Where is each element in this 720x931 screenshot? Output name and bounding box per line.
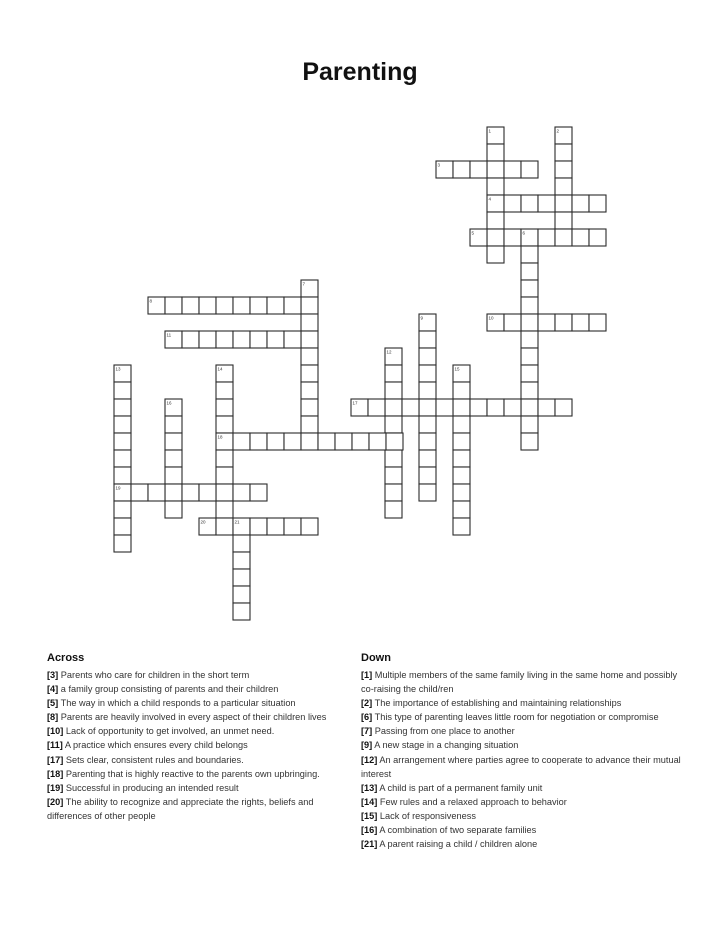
grid-cell[interactable] (453, 399, 470, 416)
grid-cell[interactable] (267, 297, 284, 314)
grid-cell[interactable] (233, 433, 250, 450)
grid-cell[interactable] (555, 144, 572, 161)
grid-cell[interactable] (521, 433, 538, 450)
grid-cell[interactable] (521, 195, 538, 212)
grid-cell[interactable] (555, 314, 572, 331)
grid-cell[interactable] (216, 416, 233, 433)
clue-number: [20] (47, 796, 64, 807)
down-clue (361, 795, 681, 809)
cell-number: 18 (217, 434, 223, 440)
grid-cell[interactable] (487, 246, 504, 263)
grid-cell[interactable] (419, 484, 436, 501)
grid-cell[interactable] (250, 433, 267, 450)
grid-cell[interactable] (250, 297, 267, 314)
grid-cell[interactable] (521, 365, 538, 382)
grid-cell[interactable] (335, 433, 352, 450)
grid-cell[interactable] (114, 501, 131, 518)
clue-text: An arrangement where parties agree to cooperate to advance their mutual interest (361, 754, 681, 779)
across-clue (47, 696, 357, 710)
grid-cell[interactable] (182, 484, 199, 501)
down-clue (361, 696, 681, 710)
grid-cell[interactable] (521, 297, 538, 314)
grid-cell[interactable] (131, 484, 148, 501)
clue-text: Multiple members of the same family living in the same home and possibly co-raising the child/ren (361, 670, 678, 695)
grid-cell[interactable] (114, 450, 131, 467)
across-clue (47, 767, 357, 781)
grid-cell[interactable] (453, 433, 470, 450)
cell-number: 3 (437, 162, 441, 168)
clue-text: Sets clear, consistent rules and boundaries. (63, 754, 244, 765)
across-clue (47, 668, 357, 682)
grid-cell[interactable] (301, 416, 318, 433)
grid-cell[interactable] (301, 297, 318, 314)
grid-cell[interactable] (572, 195, 589, 212)
down-clue (361, 738, 681, 752)
grid-cell[interactable] (487, 229, 504, 246)
grid-cell[interactable] (352, 433, 369, 450)
across-clues (47, 651, 357, 823)
grid-cell[interactable] (385, 450, 402, 467)
across-clue (47, 795, 357, 823)
grid-cell[interactable] (233, 331, 250, 348)
grid-cell[interactable] (284, 433, 301, 450)
grid-cell[interactable] (521, 382, 538, 399)
grid-cell[interactable] (385, 382, 402, 399)
grid-cell[interactable] (301, 314, 318, 331)
grid-cell[interactable] (419, 416, 436, 433)
grid-cell[interactable] (470, 161, 487, 178)
clue-number: [2] (361, 698, 373, 709)
grid-cell[interactable] (487, 399, 504, 416)
down-clue (361, 710, 681, 724)
grid-cell[interactable] (165, 484, 182, 501)
grid-cell[interactable] (572, 229, 589, 246)
cell-number: 17 (352, 400, 358, 406)
grid-cell[interactable] (368, 399, 385, 416)
across-clue (47, 710, 357, 724)
grid-cell[interactable] (504, 229, 521, 246)
cell-number: 8 (149, 298, 153, 304)
clue-number: [5] (47, 698, 59, 709)
grid-cell[interactable] (419, 433, 436, 450)
grid-cell[interactable] (199, 297, 216, 314)
clue-number: [19] (47, 782, 64, 793)
grid-cell[interactable] (114, 399, 131, 416)
grid-cell[interactable] (521, 280, 538, 297)
down-heading: Down (361, 652, 391, 664)
grid-cell[interactable] (165, 433, 182, 450)
grid-cell[interactable] (521, 331, 538, 348)
grid-cell[interactable] (216, 331, 233, 348)
grid-cell[interactable] (284, 331, 301, 348)
grid-cell[interactable] (419, 365, 436, 382)
clue-text: A combination of two separate families (377, 825, 537, 836)
grid-cell[interactable] (555, 399, 572, 416)
clue-text: Parents are heavily involved in every aspect of their children lives (58, 712, 327, 723)
down-clue (361, 809, 681, 823)
clue-text: Lack of opportunity to get involved, an unmet need. (63, 726, 275, 737)
clue-number: [9] (361, 740, 373, 751)
grid-cell[interactable] (487, 144, 504, 161)
grid-cell[interactable] (233, 569, 250, 586)
grid-cell[interactable] (165, 450, 182, 467)
grid-cell[interactable] (114, 382, 131, 399)
grid-cell[interactable] (233, 484, 250, 501)
grid-cell[interactable] (114, 518, 131, 535)
grid-cell[interactable] (318, 433, 335, 450)
grid-cell[interactable] (453, 501, 470, 518)
clue-number: [3] (47, 670, 59, 680)
grid-cell[interactable] (165, 501, 182, 518)
clue-text: A child is part of a permanent family unit (377, 782, 543, 793)
grid-cell[interactable] (216, 484, 233, 501)
grid-cell[interactable] (233, 535, 250, 552)
grid-cell[interactable] (487, 212, 504, 229)
grid-cell[interactable] (233, 603, 250, 620)
grid-cell[interactable] (250, 484, 267, 501)
cell-number: 10 (488, 315, 494, 321)
grid-cell[interactable] (572, 314, 589, 331)
grid-cell[interactable] (419, 450, 436, 467)
cell-number: 14 (217, 366, 223, 372)
grid-cell[interactable] (521, 263, 538, 280)
grid-cell[interactable] (589, 195, 606, 212)
grid-cell[interactable] (538, 314, 555, 331)
cell-number: 11 (166, 332, 172, 338)
grid-cell[interactable] (165, 416, 182, 433)
clue-text: The ability to recognize and appreciate the rights, beliefs and differences of other people (47, 796, 314, 821)
clue-text: Successful in producing an intended result (63, 782, 239, 793)
clue-number: [17] (47, 754, 64, 765)
grid-cell[interactable] (419, 348, 436, 365)
grid-cell[interactable] (284, 297, 301, 314)
grid-cell[interactable] (521, 246, 538, 263)
cell-number: 21 (234, 519, 240, 525)
grid-cell[interactable] (453, 416, 470, 433)
clue-number: [10] (47, 726, 64, 737)
clue-number: [14] (361, 796, 378, 807)
grid-cell[interactable] (216, 450, 233, 467)
clue-number: [12] (361, 754, 378, 765)
across-clue (47, 682, 357, 696)
grid-cell[interactable] (402, 399, 419, 416)
cell-number: 1 (488, 128, 492, 134)
across-heading: Across (47, 652, 85, 664)
clue-text: Lack of responsiveness (377, 810, 476, 821)
grid-cell[interactable] (216, 382, 233, 399)
grid-cell[interactable] (555, 229, 572, 246)
clue-number: [18] (47, 768, 64, 779)
grid-cell[interactable] (385, 467, 402, 484)
grid-cell[interactable] (385, 399, 402, 416)
grid-cell[interactable] (233, 586, 250, 603)
clue-number: [21] (361, 839, 378, 850)
down-clue (361, 724, 681, 738)
cell-number: 4 (488, 196, 492, 202)
grid-cell[interactable] (521, 348, 538, 365)
grid-cell[interactable] (301, 433, 318, 450)
grid-cell[interactable] (267, 433, 284, 450)
grid-cell[interactable] (504, 161, 521, 178)
across-clue (47, 781, 357, 795)
cell-number: 16 (166, 400, 172, 406)
grid-cell[interactable] (216, 518, 233, 535)
grid-cell[interactable] (555, 161, 572, 178)
grid-cell[interactable] (419, 382, 436, 399)
grid-cell[interactable] (114, 433, 131, 450)
grid-cell[interactable] (250, 518, 267, 535)
down-clue (361, 837, 681, 851)
grid-cell[interactable] (453, 467, 470, 484)
clue-text: Few rules and a relaxed approach to behavior (377, 796, 567, 807)
grid-cell[interactable] (436, 399, 453, 416)
grid-cell[interactable] (419, 399, 436, 416)
cell-number: 13 (115, 366, 121, 372)
grid-cell[interactable] (233, 297, 250, 314)
cell-number: 15 (454, 366, 460, 372)
grid-cell[interactable] (504, 195, 521, 212)
grid-cell[interactable] (267, 518, 284, 535)
down-clue (361, 753, 681, 781)
grid-cell[interactable] (419, 331, 436, 348)
cell-number: 2 (556, 128, 560, 134)
grid-cell[interactable] (555, 195, 572, 212)
across-clue (47, 753, 357, 767)
clue-number: [11] (47, 740, 63, 751)
grid-cell[interactable] (385, 365, 402, 382)
grid-cell[interactable] (386, 433, 403, 450)
grid-cell[interactable] (453, 484, 470, 501)
cell-number: 5 (471, 230, 475, 236)
grid-cell[interactable] (504, 314, 521, 331)
cell-number: 6 (522, 230, 526, 236)
clue-text: The way in which a child responds to a particular situation (58, 698, 296, 709)
grid-cell[interactable] (182, 297, 199, 314)
clue-number: [6] (361, 712, 373, 723)
clue-number: [16] (361, 825, 378, 836)
grid-cell[interactable] (199, 484, 216, 501)
grid-cell[interactable] (504, 399, 521, 416)
grid-cell[interactable] (114, 467, 131, 484)
grid-cell[interactable] (555, 212, 572, 229)
clue-number: [8] (47, 712, 59, 723)
grid-cell[interactable] (521, 416, 538, 433)
down-clue (361, 823, 681, 837)
clue-text: Passing from one place to another (372, 726, 515, 737)
clue-text: Parenting that is highly reactive to the parents own upbringing. (63, 768, 320, 779)
grid-cell[interactable] (216, 467, 233, 484)
grid-cell[interactable] (148, 484, 165, 501)
grid-cell[interactable] (301, 518, 318, 535)
grid-cell[interactable] (301, 331, 318, 348)
cell-number: 20 (200, 519, 206, 525)
grid-cell[interactable] (216, 297, 233, 314)
grid-cell[interactable] (385, 501, 402, 518)
clue-number: [7] (361, 726, 373, 737)
clue-text: This type of parenting leaves little room for negotiation or compromise (372, 712, 659, 723)
grid-cell[interactable] (453, 518, 470, 535)
grid-cell[interactable] (369, 433, 386, 450)
grid-cell[interactable] (538, 229, 555, 246)
grid-cell[interactable] (182, 331, 199, 348)
grid-cell[interactable] (487, 178, 504, 195)
grid-cell[interactable] (114, 416, 131, 433)
grid-cell[interactable] (538, 195, 555, 212)
puzzle-title: Parenting (302, 58, 418, 86)
across-clue (47, 724, 357, 738)
clue-text: A practice which ensures every child belongs (62, 740, 248, 751)
grid-cell[interactable] (521, 161, 538, 178)
grid-cell[interactable] (521, 314, 538, 331)
grid-cell[interactable] (250, 331, 267, 348)
grid-cell[interactable] (555, 178, 572, 195)
grid-cell[interactable] (301, 348, 318, 365)
clue-number: [13] (361, 782, 378, 793)
down-clue (361, 781, 681, 795)
grid-cell[interactable] (267, 331, 284, 348)
grid-cell[interactable] (589, 314, 606, 331)
cell-number: 19 (115, 485, 121, 491)
clue-number: [4] (47, 684, 59, 695)
grid-cell[interactable] (301, 365, 318, 382)
grid-cell[interactable] (301, 382, 318, 399)
clue-text: Parents who care for children in the short term (58, 670, 250, 680)
cell-number: 9 (420, 315, 424, 321)
grid-cell[interactable] (301, 399, 318, 416)
grid-cell[interactable] (233, 552, 250, 569)
grid-cell[interactable] (165, 467, 182, 484)
grid-cell[interactable] (419, 467, 436, 484)
down-clues (361, 651, 681, 851)
cell-number: 7 (302, 281, 306, 287)
clue-number: [1] (361, 670, 373, 680)
clue-number: [15] (361, 810, 378, 821)
grid-cell[interactable] (521, 399, 538, 416)
grid-cell[interactable] (470, 399, 487, 416)
grid-cell[interactable] (589, 229, 606, 246)
across-clue (47, 738, 357, 752)
clue-text: a family group consisting of parents and their children (58, 684, 279, 695)
grid-cell[interactable] (216, 501, 233, 518)
grid-cell[interactable] (453, 450, 470, 467)
cell-number: 12 (386, 349, 392, 355)
grid-cell[interactable] (538, 399, 555, 416)
grid-cell[interactable] (385, 416, 402, 433)
down-clue (361, 668, 681, 696)
grid-cell[interactable] (385, 484, 402, 501)
grid-cell[interactable] (284, 518, 301, 535)
grid-cell[interactable] (453, 161, 470, 178)
grid-cell[interactable] (453, 382, 470, 399)
grid-cell[interactable] (487, 161, 504, 178)
clue-text: A new stage in a changing situation (372, 740, 519, 751)
clue-text: The importance of establishing and maintaining relationships (372, 698, 622, 709)
grid-cell[interactable] (216, 399, 233, 416)
grid-cell[interactable] (114, 535, 131, 552)
grid-cell[interactable] (165, 297, 182, 314)
grid-cell[interactable] (199, 331, 216, 348)
clue-text: A parent raising a child / children alone (377, 839, 538, 850)
